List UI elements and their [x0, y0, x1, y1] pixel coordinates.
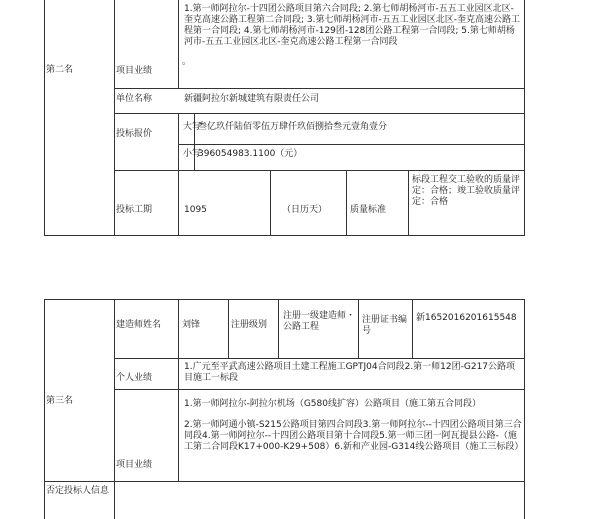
- xiaoxie-label: 小写: [183, 149, 202, 159]
- project-performance-text: 1.第一师阿拉尔-十四团公路项目第六合同段; 2.第七师胡杨河市-五五工业园区北区-奎克高速公路工程第二合同段; 3.第七师胡杨河市-五五工业园区北区-奎克高速公路工程第一合同段; 4.第七师胡杨河市-129团-128团公路工程第一合同段; 5.第七师胡杨河市-五五工业园区北区-奎克高速公路工程第一合同段: [184, 4, 520, 47]
- section-2-rank: 第二名: [46, 65, 74, 75]
- project-performance-label: 项目业绩: [116, 66, 153, 76]
- quality-value: 标段工程交工验收的质量评定：合格；竣工验收质量评定：合格: [412, 175, 521, 207]
- pm-name-label: 建造师姓名: [116, 320, 162, 330]
- certificate-no-label: 注册证书编号: [362, 315, 408, 336]
- xiaoxie-value: 396054983.1100（元）: [198, 149, 303, 159]
- daxie-label: 大写: [183, 122, 202, 132]
- personal-performance-text: 1.广元至平武高速公路项目土建工程施工GPTJ04合同段2.第一师12团-G217公路项目施工一标段: [184, 362, 516, 383]
- unit-name-value: 新疆阿拉尔新城建筑有限责任公司: [184, 94, 320, 104]
- quality-label: 质量标准: [350, 205, 387, 215]
- bid-period-value: 1095: [184, 205, 207, 215]
- pm-name-value: 刘锋: [182, 320, 201, 330]
- bid-period-label: 投标工期: [116, 205, 153, 215]
- daxie-value: 叁亿玖仟陆佰零伍万肆仟玖佰捌拾叁元壹角壹分: [198, 122, 388, 132]
- personal-performance-label: 个人业绩: [116, 373, 153, 383]
- section-3-block: [0, 299, 600, 519]
- certificate-no-value: 新1652016201615548: [416, 313, 517, 323]
- registration-grade-label: 注册级别: [231, 320, 268, 330]
- bid-price-label: 投标报价: [116, 129, 153, 139]
- section-3-rank: 第三名: [46, 396, 74, 406]
- unit-name-label: 单位名称: [116, 94, 153, 104]
- project-performance-text-2: 2.第一师阿通小镇-S215公路项目第四合同段3.第一师阿拉尔--十四团公路项目第三合同段4.第一师阿拉尔--十四团公路项目第十合同段5.第一师三团一阿瓦提县公路-（施工第二合同段K17+000-K29+508）6.新和产业园-G314线公路项目（施工三标段）: [184, 420, 524, 452]
- project-performance-label: 项目业绩: [116, 460, 153, 470]
- bid-period-unit: （日历天）: [282, 205, 328, 215]
- project-performance-dot: 。: [182, 57, 192, 67]
- rejected-bidder-label: 否定投标人信息: [46, 486, 110, 496]
- project-performance-text-1: 1.第一师阿拉尔-阿拉尔机场（G580线扩容）公路项目（施工第五合同段）: [184, 399, 481, 409]
- section-2-block: [0, 0, 600, 240]
- registration-grade-value: 注册一级建造师・公路工程: [283, 311, 356, 332]
